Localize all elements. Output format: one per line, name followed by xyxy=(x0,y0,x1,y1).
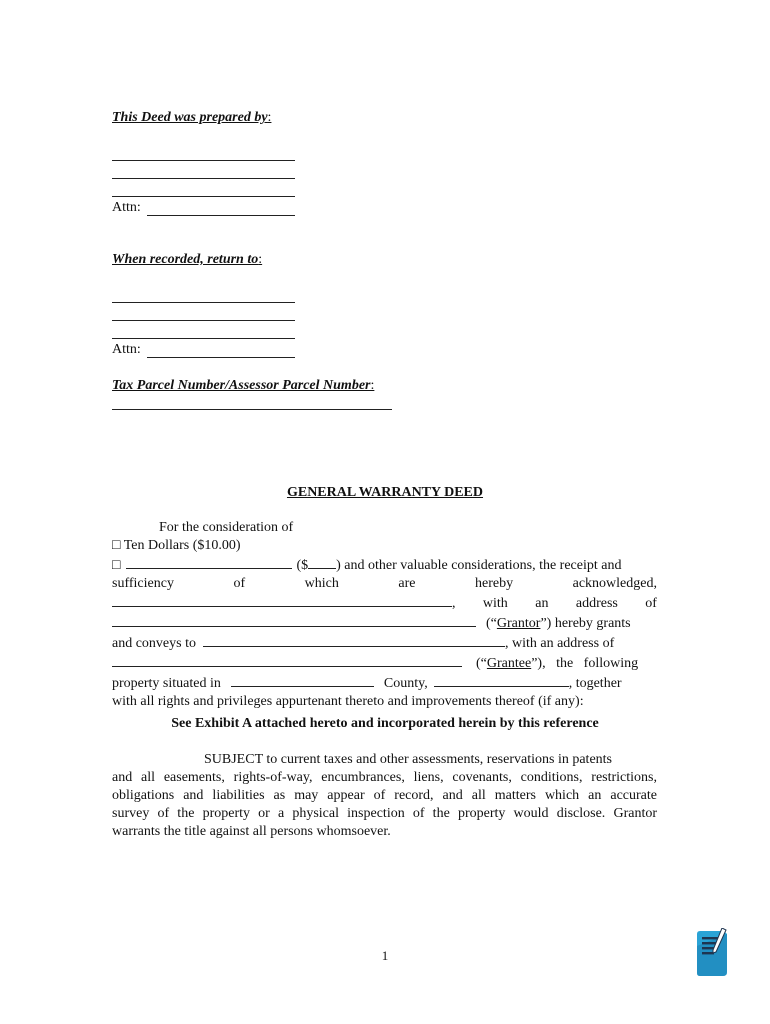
consideration-intro: For the consideration of xyxy=(159,520,294,535)
prepared-by-heading: This Deed was prepared by: xyxy=(112,110,272,125)
prepared-by-line-3[interactable] xyxy=(112,196,295,197)
checkbox-icon[interactable]: □ xyxy=(112,558,121,573)
amount-words-field[interactable] xyxy=(126,555,292,569)
grantee-address-field[interactable] xyxy=(112,653,462,667)
deed-title: GENERAL WARRANTY DEED xyxy=(286,485,484,500)
tax-parcel-heading: Tax Parcel Number/Assessor Parcel Number: xyxy=(112,378,375,393)
document-pen-icon xyxy=(694,928,730,980)
return-to-attn[interactable] xyxy=(112,342,295,358)
prepared-by-attn[interactable] xyxy=(112,200,295,216)
subject-line-4: survey of the property or a physical inspection of the property would disclose. Grantor xyxy=(112,806,657,821)
subject-line-3: obligations and liabilities as may appear of record, and all matters which an accurate xyxy=(112,788,657,803)
consideration-paragraph xyxy=(112,519,657,711)
property-situated-line: property situated in County, , together xyxy=(112,673,657,693)
amount-number-field[interactable] xyxy=(308,555,336,569)
return-to-line-2[interactable] xyxy=(112,320,295,321)
attn-label: Attn: xyxy=(112,342,141,357)
tax-parcel-line[interactable] xyxy=(112,409,392,410)
subject-paragraph xyxy=(112,751,657,841)
return-to-heading: When recorded, return to: xyxy=(112,252,263,267)
exhibit-reference: See Exhibit A attached hereto and incorporated herein by this reference xyxy=(171,716,599,731)
grantee-name-field[interactable] xyxy=(203,633,505,647)
grantor-term: Grantor xyxy=(496,616,541,631)
grantor-address-field[interactable] xyxy=(112,613,476,627)
attn-line[interactable] xyxy=(147,204,295,216)
page-number: 1 xyxy=(381,948,389,963)
subject-line-5: warrants the title against all persons whomsoever. xyxy=(112,824,391,839)
conveys-to-line: and conveys to , with an address of xyxy=(112,633,657,653)
grantee-term: Grantee xyxy=(486,656,532,671)
rights-line: with all rights and privileges appurtenant thereto and improvements thereof (if any): xyxy=(112,694,584,709)
county-name-field[interactable] xyxy=(231,673,374,687)
grantor-name-line xyxy=(112,593,657,613)
grantee-address-line: (“ Grantee ”), the following xyxy=(112,653,657,673)
with-address-text: , with an address of xyxy=(452,596,657,611)
prepared-by-line-1[interactable] xyxy=(112,160,295,161)
grantor-address-line: (“ Grantor ”) hereby grants xyxy=(112,613,657,633)
return-to-line-3[interactable] xyxy=(112,338,295,339)
subject-line-2: and all easements, rights-of-way, encumbrances, liens, covenants, conditions, restrictions, xyxy=(112,770,657,785)
subject-line-1: SUBJECT to current taxes and other assessments, reservations in patents xyxy=(204,752,612,767)
attn-line[interactable] xyxy=(147,346,295,358)
sufficiency-line: sufficiency of which are hereby acknowledged, xyxy=(112,576,657,591)
attn-label: Attn: xyxy=(112,200,141,215)
option-custom-amount: □ ($ ) and other valuable considerations, the receipt and xyxy=(112,555,657,575)
grantor-name-field[interactable] xyxy=(112,593,452,607)
return-to-line-1[interactable] xyxy=(112,302,295,303)
prepared-by-line-2[interactable] xyxy=(112,178,295,179)
option-ten-dollars[interactable]: □ Ten Dollars ($10.00) xyxy=(112,538,241,553)
state-field[interactable] xyxy=(434,673,569,687)
